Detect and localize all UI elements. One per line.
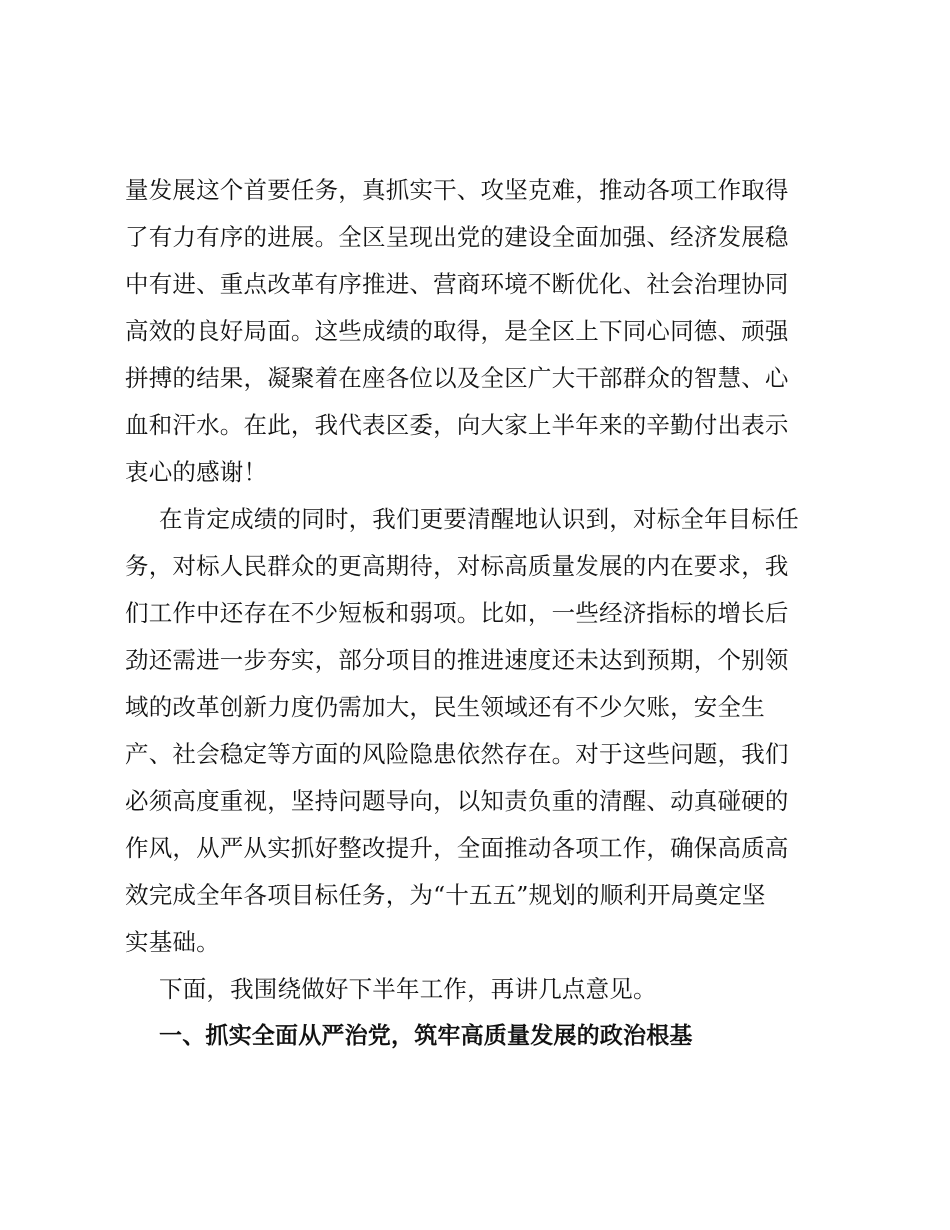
paragraph-2-line-3: 们工作中还存在不少短板和弱项。比如，一些经济指标的增长后 <box>125 599 789 627</box>
paragraph-2-line-1: 在肯定成绩的同时，我们更要清醒地认识到，对标全年目标任 <box>159 505 799 533</box>
paragraph-2-line-5: 域的改革创新力度仍需加大，民生领域还有不少欠账，安全生 <box>125 693 765 721</box>
paragraph-2-line-2: 务，对标人民群众的更高期待，对标高质量发展的内在要求，我 <box>125 552 789 580</box>
paragraph-3-line-1: 下面，我围绕做好下半年工作，再讲几点意见。 <box>159 975 657 1003</box>
paragraph-2-line-10: 实基础。 <box>125 928 220 956</box>
paragraph-2-line-8: 作风，从严从实抓好整改提升，全面推动各项工作，确保高质高 <box>125 834 789 862</box>
paragraph-2-line-4: 劲还需进一步夯实，部分项目的推进速度还未达到预期，个别领 <box>125 646 789 674</box>
paragraph-2-line-6: 产、社会稳定等方面的风险隐患依然存在。对于这些问题，我们 <box>125 740 789 768</box>
paragraph-2-line-9: 效完成全年各项目标任务，为“十五五”规划的顺利开局奠定坚 <box>125 881 766 909</box>
section-heading: 一、抓实全面从严治党，筑牢高质量发展的政治根基 <box>159 1023 693 1049</box>
paragraph-2-line-7: 必须高度重视，坚持问题导向，以知责负重的清醒、动真碰硬的 <box>125 787 789 815</box>
paragraph-1-line-4: 高效的良好局面。这些成绩的取得，是全区上下同心同德、顽强 <box>125 317 789 345</box>
paragraph-1-line-7: 衷心的感谢！ <box>125 458 268 486</box>
paragraph-1-line-2: 了有力有序的进展。全区呈现出党的建设全面加强、经济发展稳 <box>125 223 789 251</box>
document-body <box>125 167 835 1060</box>
paragraph-1-line-3: 中有进、重点改革有序推进、营商环境不断优化、社会治理协同 <box>125 270 789 298</box>
paragraph-1-line-6: 血和汗水。在此，我代表区委，向大家上半年来的辛勤付出表示 <box>125 411 789 439</box>
paragraph-1-line-1: 量发展这个首要任务，真抓实干、攻坚克难，推动各项工作取得 <box>125 176 789 204</box>
paragraph-1-line-5: 拼搏的结果，凝聚着在座各位以及全区广大干部群众的智慧、心 <box>125 364 789 392</box>
